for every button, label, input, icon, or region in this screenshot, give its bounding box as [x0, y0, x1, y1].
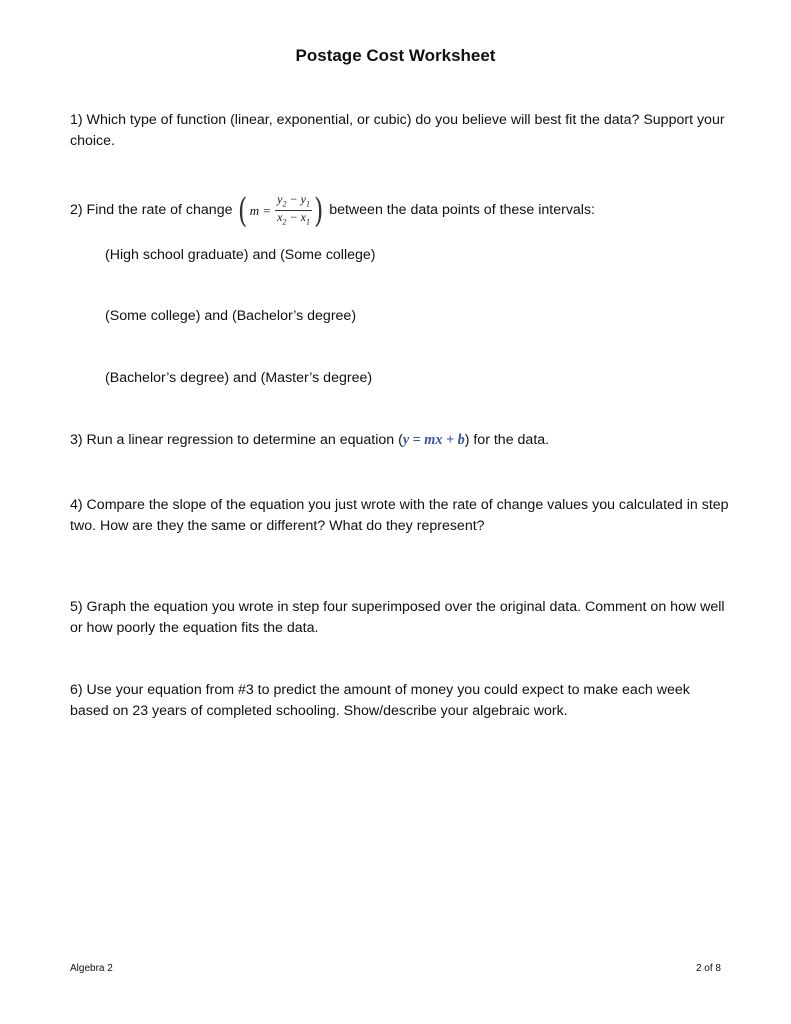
question-2 [70, 190, 730, 231]
interval-3: (Bachelor’s degree) and (Master’s degree) [105, 370, 373, 386]
formula-denominator: $x_2 - x_1$ [277, 210, 310, 227]
formula-fraction [275, 193, 312, 229]
question-4: 4) Compare the slope of the equation you just wrote with the rate of change values you calculated in step two. How are they the same or different? What do they represent? [70, 497, 729, 534]
footer-course: Algebra 2 [70, 963, 113, 974]
page-title: Postage Cost Worksheet [295, 46, 496, 65]
question-6: 6) Use your equation from #3 to predict the amount of money you could expect to make each week based on 23 years of completed schooling. Show/describe your algebraic work. [70, 682, 690, 719]
interval-2: (Some college) and (Bachelor’s degree) [105, 308, 357, 324]
regression-equation: y = mx + b [402, 432, 465, 448]
formula-lhs: m = [249, 203, 272, 219]
rate-of-change-formula [236, 190, 325, 231]
question-1: 1) Which type of function (linear, exponential, or cubic) do you believe will best fit the data? Support your choice. [70, 112, 725, 149]
formula-numerator: $y_2 - y_1$ [275, 193, 312, 211]
question-2-text: 2) Find the rate of change [70, 202, 233, 219]
left-paren: ( [238, 190, 248, 231]
footer-page-number: 2 of 8 [695, 963, 721, 974]
interval-1: (High school graduate) and (Some college) [105, 247, 376, 263]
question-3: 3) Run a linear regression to determine an equation (y = mx + b) for the data. [70, 432, 550, 448]
right-paren: ) [313, 190, 324, 231]
question-5: 5) Graph the equation you wrote in step four superimposed over the original data. Comment on how well or how poorly the equation fits the data. [70, 599, 725, 636]
question-2-text-after: between the data points of these intervals: [329, 202, 595, 219]
